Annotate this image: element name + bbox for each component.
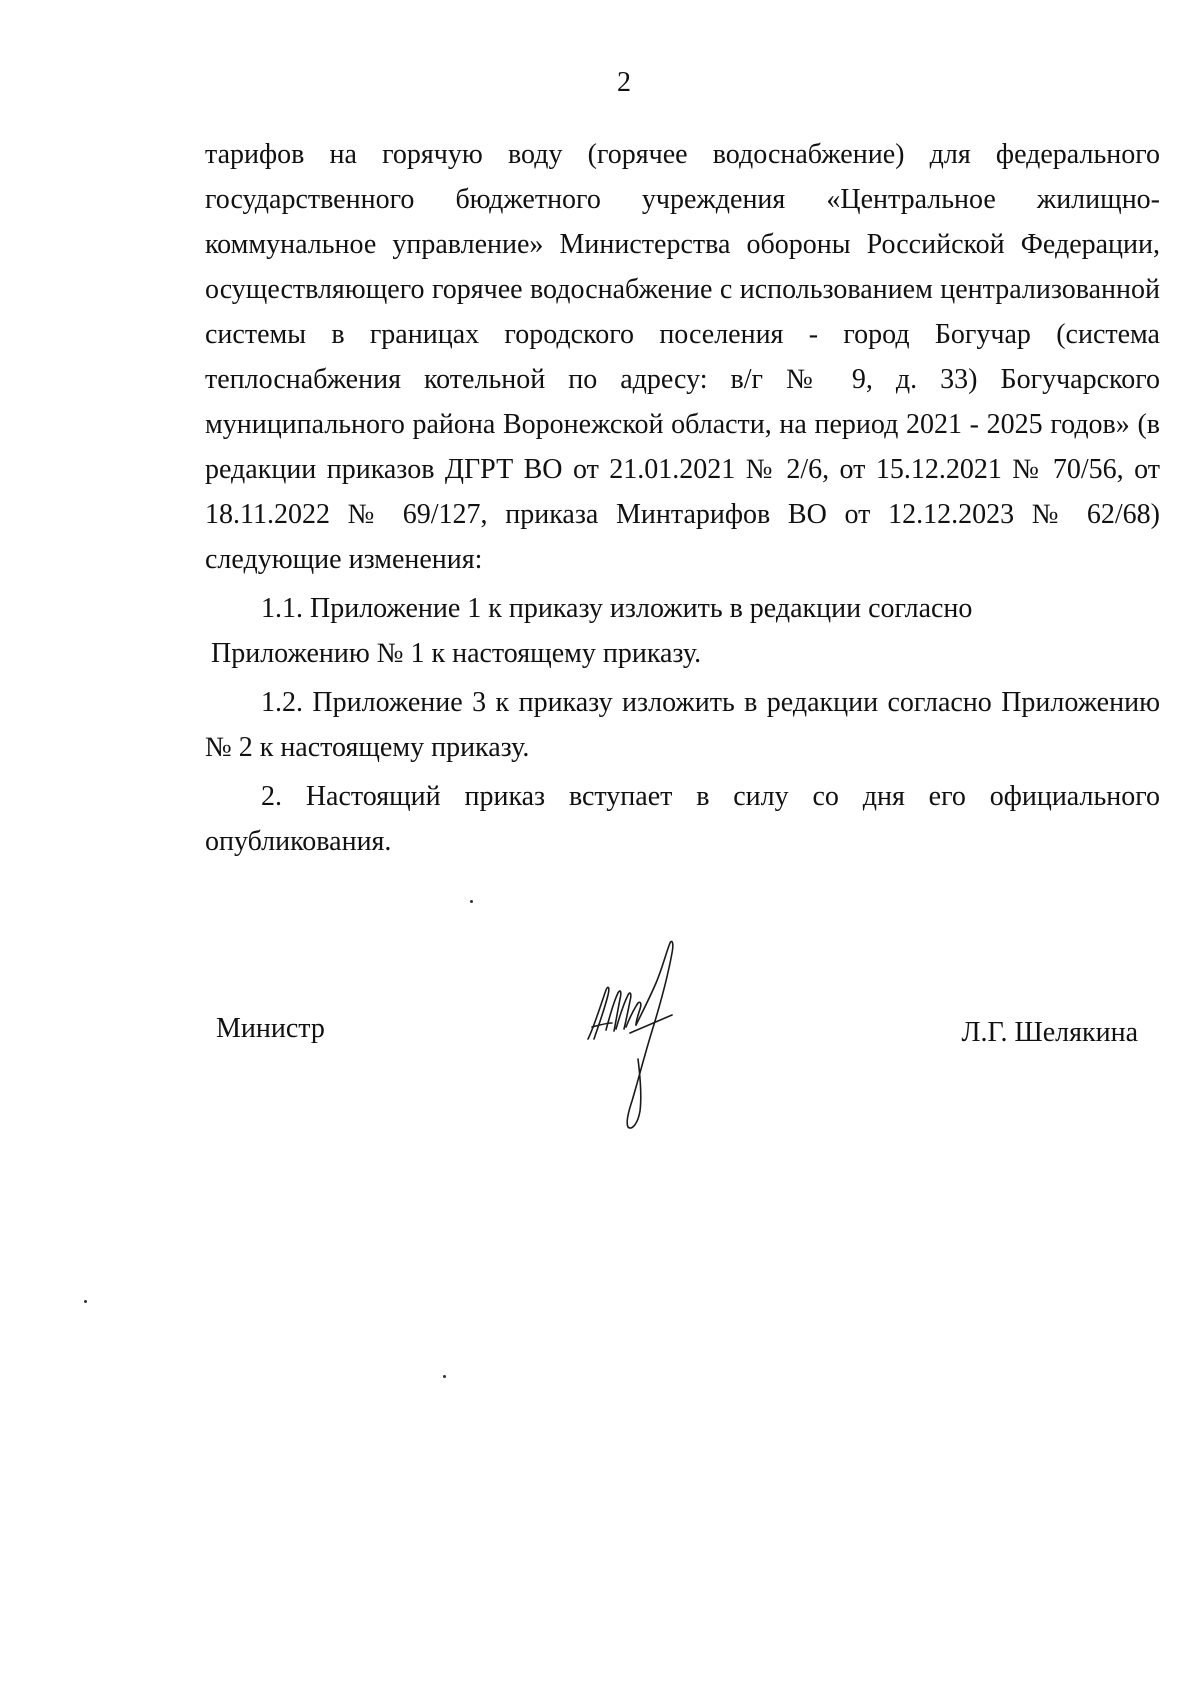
page-number: 2 [617,67,631,98]
scan-speck [470,900,473,903]
handwritten-signature-icon [580,935,690,1135]
paragraph-item-1-1: 1.1. Приложение 1 к приказу изложить в редакции согласно [261,593,973,624]
paragraph-intro: тарифов на горячую воду (горячее водоснабжение) для федерального государственного бюджетного учреждения «Центральное жилищно-коммунальное управление» Министерства обороны Российской Федерации, осуществляющего горячее водоснабжение с использованием централизованной системы в границах городского поселения - город Богучар (система теплоснабжения котельной по адресу: в/г № 9, д. 33) Богучарского муниципального района Воронежской области, на период 2021 - 2025 годов» (в редакции приказов ДГРТ ВО от 21.01.2021 № 2/6, от 15.12.2021 № 70/56, от 18.11.2022 № 69/127, приказа Минтарифов ВО от 12.12.2023 № 62/68) следующие изменения: [205,139,1160,575]
paragraph-item-2: 2. Настоящий приказ вступает в силу со дня его официального опубликования. [205,781,1160,857]
signer-name: Л.Г. Шелякина [961,1017,1138,1048]
scan-speck [443,1375,446,1378]
scan-speck [84,1300,87,1303]
signer-position: Министр [216,1013,325,1044]
signature-block [0,995,1200,1145]
paragraph-item-1-1-continued: Приложению № 1 к настоящему приказу. [211,638,702,669]
paragraph-item-1-2: 1.2. Приложение 3 к приказу изложить в редакции согласно Приложению № 2 к настоящему приказу. [205,687,1160,763]
document-body [205,132,1160,864]
